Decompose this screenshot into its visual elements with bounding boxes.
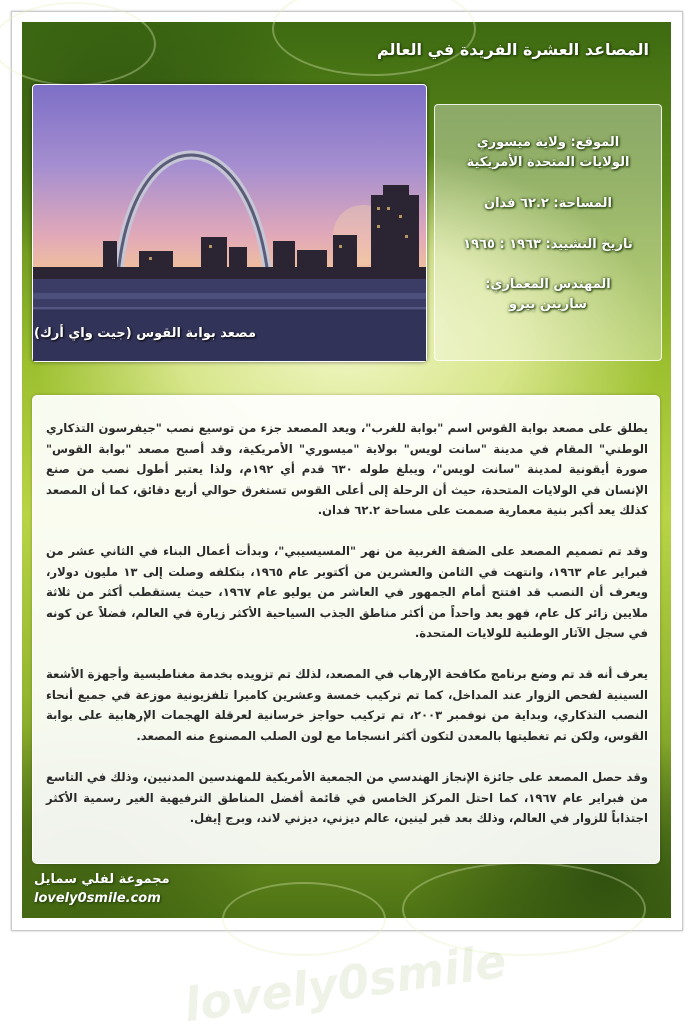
decorative-swirl — [0, 2, 156, 86]
arch-photo — [32, 84, 427, 362]
footer-url[interactable]: lovely0smile.com — [34, 891, 161, 906]
location-value: الولايات المتحدة الأمريكية — [466, 155, 630, 170]
footer-brand: مجموعة لفلي سمايل — [34, 872, 170, 887]
content-card — [22, 22, 671, 1032]
article-paragraph-3: يعرف أنه قد تم وضع برنامج مكافحة الإرهاب في المصعد، لذلك تم تزويده بخدمة مغناطيسية وأجهزة الأشعة السينية لفحص الزوار عند المداخل، كما تم تركيب خمسة وعشرين كاميرا تلفزيونية موزعة في جميع أنحاء النصب التذكاري، وبداية من نوفمبر ٢٠٠٣، تم تركيب حواجز خرسانية لعرقلة الهجمات الإرهابية على بوابة القوس، ولكن تم تغطيتها بالمعدن لتكون أكثر انسجاما مع لون الصلب المصنوع منه المصعد. — [46, 667, 648, 743]
article-paragraph-2: وقد تم تصميم المصعد على الضفة الغربية من نهر "المسيسيبي"، وبدأت أعمال البناء في الثاني عشر من فبراير عام ١٩٦٣، وانتهت في الثامن والعشرين من أكتوبر عام ١٩٦٥، بتكلفه وصلت إلى ١٣ مليون دولار، ويعرف أن النصب قد افتتح أمام الجمهور في العاشر من يوليو عام ١٩٦٧، حيث يستقطب أكثر من ثلاثة ملايين زائر كل عام، فهو يعد واحداً من أكثر مناطق الجذب السياحية الأكثر زيارة في العالم، فضلاً عن كونه في سجل الآثار الوطنية للولايات المتحدة. — [46, 544, 649, 641]
area-value: المساحة: ٦٢.٢ فدان — [484, 196, 612, 211]
photo-caption-bar — [33, 309, 426, 361]
page-title: المصاعد العشرة الفريدة في العالم — [376, 40, 649, 59]
article-paragraph-1: يطلق على مصعد بوابة القوس اسم "بوابة للغرب"، ويعد المصعد جزء من توسيع نصب "جيفرسون التذكاري الوطني" المقام في مدينة "سانت لويس" بولاية "ميسوري" الأمريكية، وقد أصبح مصعد "بوابة القوس" صورة أيقونية لمدينة "سانت لويس"، ويبلغ طوله ٦٣٠ قدم أي ١٩٢م، ولذا يعتبر أطول نصب من صنع الإنسان في الولايات المتحدة، حيث أن الرحلة إلى أعلى القوس تستغرق حوالي أربع دقائق، كما أن المصعد كذلك يعد أكبر بنية معمارية صممت على مساحة ٦٢.٢ فدان. — [46, 421, 648, 518]
decorative-swirl — [222, 882, 386, 956]
info-box — [434, 104, 662, 361]
photo-caption: مصعد بوابة القوس (جيت واي أرك) — [34, 326, 256, 341]
location-label: الموقع: ولاية ميسوري — [476, 135, 620, 150]
construction-dates: تاريخ التشييد: ١٩٦٣ : ١٩٦٥ — [463, 237, 633, 252]
article-paragraph-4: وقد حصل المصعد على جائزة الإنجاز الهندسي من الجمعية الأمريكية للمهندسين المدنيين، وذلك في التاسع من فبراير عام ١٩٦٧، كما احتل المركز الخامس في قائمة أفضل المناطق الترفيهية الغير رسمية الأكثر اجتذاباً للزوار في العالم، وذلك بعد قبر لينين، عالم ديزني، ديزني لاند، وبرج إيفل. — [46, 770, 648, 826]
watermark: lovely0smile — [180, 933, 510, 1032]
architect-label: المهندس المعماري: — [485, 277, 611, 292]
decorative-swirl — [272, 0, 476, 76]
architect-name: سارينن بيرو — [509, 297, 587, 312]
